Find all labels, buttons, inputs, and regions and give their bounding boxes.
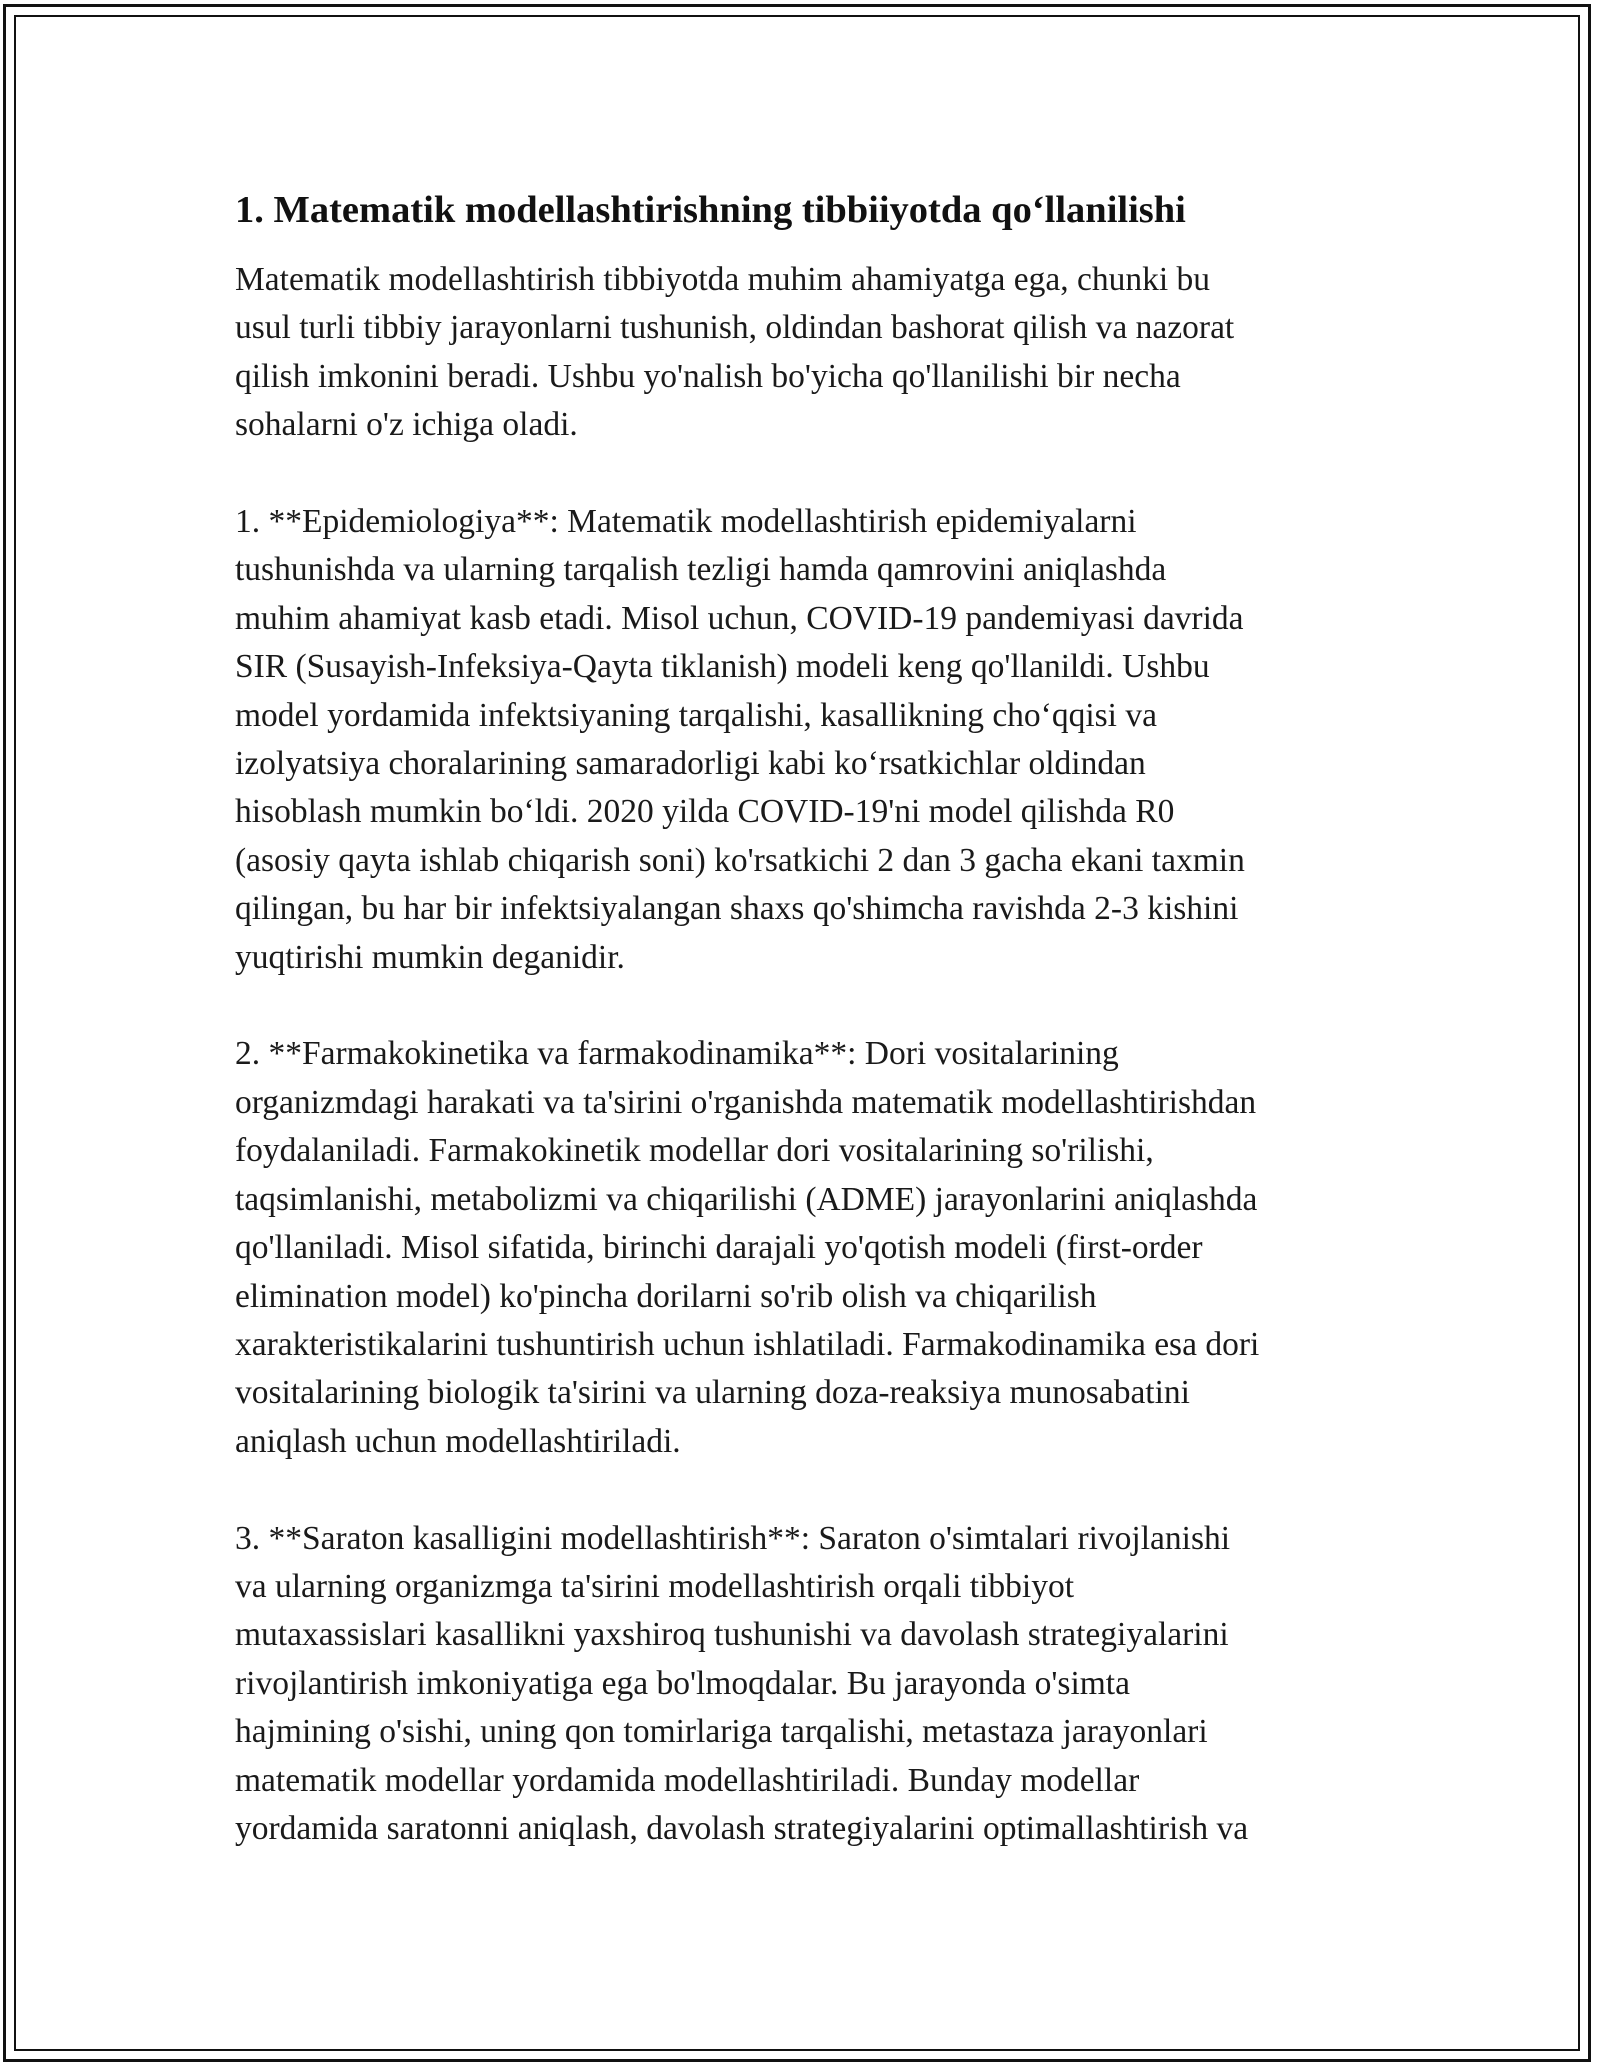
text-line: usul turli tibbiy jarayonlarni tushunish, oldindan bashorat qilish va nazorat bbox=[235, 309, 1235, 347]
section-heading: 1. Matematik modellashtirishning tibbiiyotda qo‘llanilishi bbox=[235, 189, 1186, 231]
text-line: (asosiy qayta ishlab chiqarish soni) ko'rsatkichi 2 dan 3 gacha ekani taxmin bbox=[235, 841, 1245, 879]
text-line: Matematik modellashtirish tibbiyotda muhim ahamiyatga ega, chunki bu bbox=[235, 261, 1211, 298]
paragraph-cancer-modeling bbox=[235, 1515, 1385, 1854]
text-line: hajmining o'sishi, uning qon tomirlariga tarqalishi, metastaza jarayonlari bbox=[235, 1713, 1208, 1751]
text-line: 3. **Saraton kasalligini modellashtirish**: Saraton o'simtalari rivojlanishi bbox=[235, 1519, 1231, 1557]
text-line: matematik modellar yordamida modellashtiriladi. Bunday modellar bbox=[235, 1761, 1140, 1799]
text-line: taqsimlanishi, metabolizmi va chiqarilishi (ADME) jarayonlarini aniqlashda bbox=[235, 1180, 1258, 1218]
paragraph-epidemiology bbox=[235, 498, 1385, 982]
text-line: rivojlantirish imkoniyatiga ega bo'lmoqdalar. Bu jarayonda o'simta bbox=[235, 1664, 1130, 1702]
text-line: model yordamida infektsiyaning tarqalishi, kasallikning cho‘qqisi va bbox=[235, 696, 1157, 734]
text-line: 2. **Farmakokinetika va farmakodinamika**: Dori vositalarining bbox=[235, 1035, 1119, 1073]
text-line: 1. **Epidemiologiya**: Matematik modellashtirish epidemiyalarni bbox=[235, 503, 1137, 541]
text-line: sohalarni o'z ichiga oladi. bbox=[235, 406, 578, 444]
text-line: organizmdagi harakati va ta'sirini o'rganishda matematik modellashtirishdan bbox=[235, 1083, 1257, 1121]
text-line: mutaxassislari kasallikni yaxshiroq tushunishi va davolash strategiyalarini bbox=[235, 1616, 1229, 1654]
text-line: vositalarining biologik ta'sirini va ularning doza-reaksiya munosabatini bbox=[235, 1374, 1190, 1412]
text-line: aniqlash uchun modellashtiriladi. bbox=[235, 1422, 681, 1460]
text-line: hisoblash mumkin bo‘ldi. 2020 yilda COVID-19'ni model qilishda R0 bbox=[235, 793, 1175, 831]
text-line: xarakteristikalarini tushuntirish uchun ishlatiladi. Farmakodinamika esa dori bbox=[235, 1325, 1260, 1363]
text-line: va ularning organizmga ta'sirini modellashtirish orqali tibbiyot bbox=[235, 1567, 1075, 1605]
document-body bbox=[235, 186, 1385, 1902]
text-line: SIR (Susayish-Infeksiya-Qayta tiklanish) modeli keng qo'llanildi. Ushbu bbox=[235, 648, 1210, 686]
text-line: qilish imkonini beradi. Ushbu yo'nalish bo'yicha qo'llanilishi bir necha bbox=[235, 357, 1181, 395]
paragraph-intro bbox=[235, 256, 1385, 450]
text-line: foydalaniladi. Farmakokinetik modellar dori vositalarining so'rilishi, bbox=[235, 1132, 1154, 1170]
text-line: elimination model) ko'pincha dorilarni so'rib olish va chiqarilish bbox=[235, 1277, 1097, 1315]
text-line: yordamida saratonni aniqlash, davolash strategiyalarini optimallashtirish va bbox=[235, 1809, 1249, 1847]
paragraph-pharmacokinetics bbox=[235, 1030, 1385, 1466]
text-line: tushunishda va ularning tarqalish tezligi hamda qamrovini aniqlashda bbox=[235, 551, 1167, 589]
text-line: qo'llaniladi. Misol sifatida, birinchi darajali yo'qotish modeli (first-order bbox=[235, 1229, 1203, 1267]
text-line: yuqtirishi mumkin deganidir. bbox=[235, 938, 625, 976]
text-line: izolyatsiya choralarining samaradorligi kabi ko‘rsatkichlar oldindan bbox=[235, 745, 1146, 783]
text-line: qilingan, bu har bir infektsiyalangan shaxs qo'shimcha ravishda 2-3 kishini bbox=[235, 890, 1239, 928]
text-line: muhim ahamiyat kasb etadi. Misol uchun, COVID-19 pandemiyasi davrida bbox=[235, 599, 1244, 637]
